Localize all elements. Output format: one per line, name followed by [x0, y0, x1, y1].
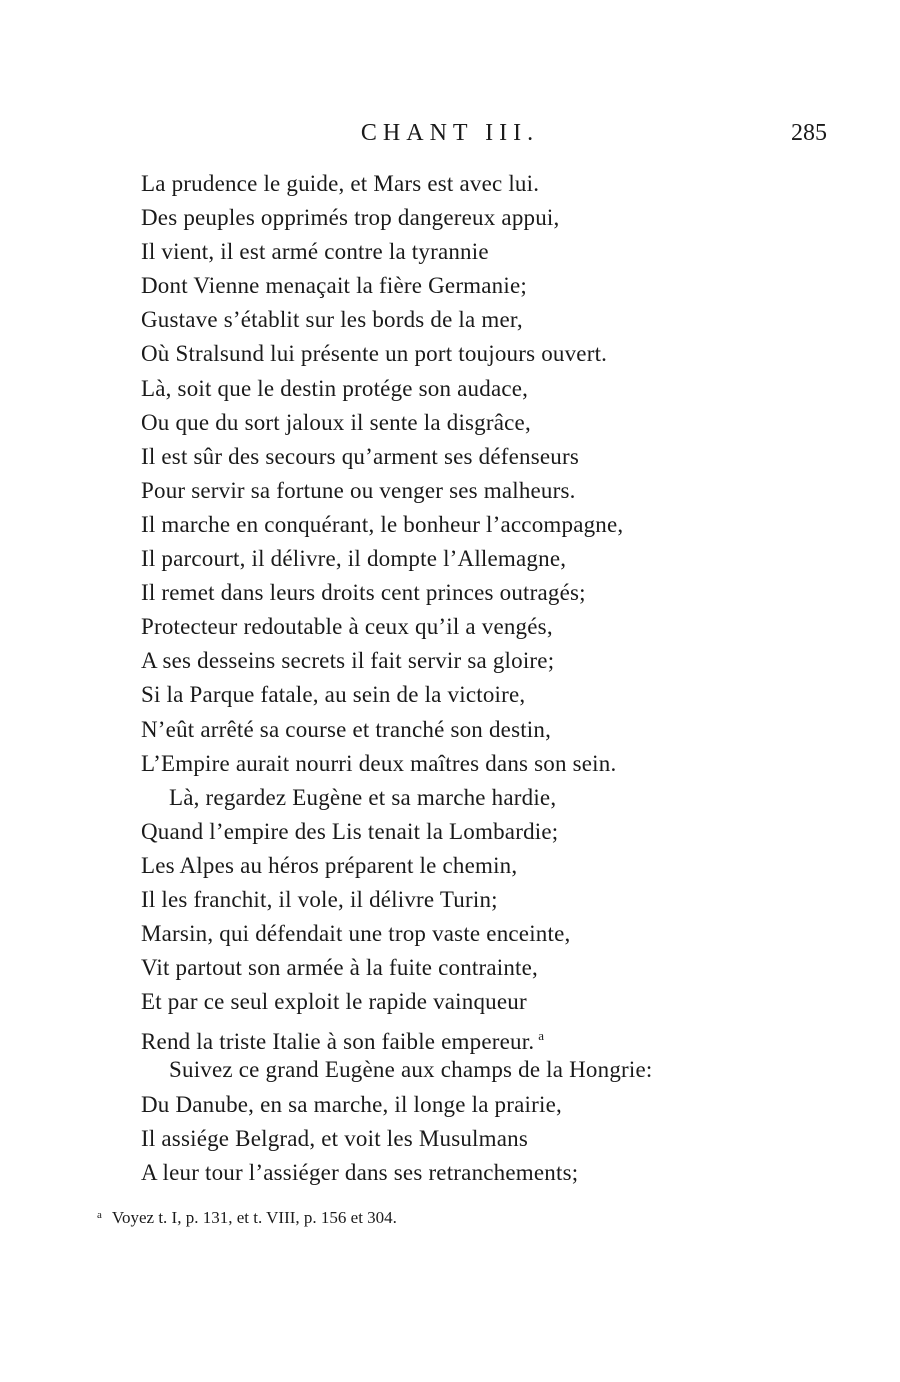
verse-text: Il vient, il est armé contre la tyrannie — [141, 239, 489, 265]
verse-text: Ou que du sort jaloux il sente la disgrâce, — [141, 409, 531, 435]
verse-line — [141, 644, 841, 678]
footnote — [97, 1208, 397, 1228]
verse-text: Il remet dans leurs droits cent princes outragés; — [141, 580, 586, 606]
verse-line — [141, 1088, 841, 1122]
running-title: CHANT III. — [360, 120, 540, 146]
verse-line — [141, 747, 841, 781]
verse-line — [141, 917, 841, 951]
verse-text: Si la Parque fatale, au sein de la victoire, — [141, 682, 526, 708]
verse-text: Marsin, qui défendait une trop vaste enceinte, — [141, 921, 571, 947]
verse-line — [141, 440, 841, 474]
verse-line — [141, 167, 841, 201]
verse-line — [141, 474, 841, 508]
verse-text: Il parcourt, il délivre, il dompte l’Allemagne, — [141, 546, 567, 572]
verse-text: Il marche en conquérant, le bonheur l’accompagne, — [141, 511, 624, 537]
page-number: 285 — [791, 120, 827, 146]
verse-text: Pour servir sa fortune ou venger ses malheurs. — [141, 477, 576, 503]
verse-text: Là, soit que le destin protége son audace, — [141, 375, 529, 401]
verse-line — [141, 303, 841, 337]
note-reference: a — [538, 1028, 545, 1044]
verse-line — [141, 610, 841, 644]
verse-text: Vit partout son armée à la fuite contrainte, — [141, 955, 538, 981]
verse-line — [141, 713, 841, 747]
verse-line — [141, 883, 841, 917]
verse-text: Suivez ce grand Eugène aux champs de la Hongrie: — [169, 1057, 653, 1083]
verse-text: Dont Vienne menaçait la fière Germanie; — [141, 273, 527, 299]
verse-line — [141, 269, 841, 303]
verse-text: La prudence le guide, et Mars est avec lui. — [141, 171, 540, 196]
verse-line — [141, 576, 841, 610]
verse-text: Les Alpes au héros préparent le chemin, — [141, 852, 518, 878]
verse-block — [141, 167, 841, 1190]
verse-text: Il est sûr des secours qu’arment ses défenseurs — [141, 443, 579, 469]
verse-line — [141, 201, 841, 235]
verse-text: Il assiége Belgrad, et voit les Musulmans — [141, 1125, 528, 1151]
verse-line — [141, 508, 841, 542]
verse-line — [141, 1053, 841, 1087]
verse-line — [141, 951, 841, 985]
verse-text: Et par ce seul exploit le rapide vainqueur — [141, 989, 527, 1015]
verse-text: L’Empire aurait nourri deux maîtres dans son sein. — [141, 750, 617, 776]
verse-line — [141, 372, 841, 406]
verse-line — [141, 781, 841, 815]
verse-text: Du Danube, en sa marche, il longe la prairie, — [141, 1091, 562, 1117]
verse-text: Gustave s’établit sur les bords de la mer, — [141, 307, 523, 333]
verse-text: Des peuples opprimés trop dangereux appui, — [141, 205, 560, 231]
verse-line — [141, 1122, 841, 1156]
verse-line — [141, 849, 841, 883]
verse-line — [141, 337, 841, 371]
verse-text: A ses desseins secrets il fait servir sa gloire; — [141, 648, 555, 674]
verse-text: N’eût arrêté sa course et tranché son destin, — [141, 716, 552, 742]
verse-line — [141, 1019, 841, 1053]
verse-line — [141, 542, 841, 576]
verse-text: Quand l’empire des Lis tenait la Lombardie; — [141, 818, 559, 844]
verse-line — [141, 235, 841, 269]
verse-line — [141, 1156, 841, 1190]
verse-text: Il les franchit, il vole, il délivre Turin; — [141, 886, 498, 912]
verse-text: Là, regardez Eugène et sa marche hardie, — [169, 784, 557, 810]
verse-text: Rend la triste Italie à son faible empereur. — [141, 1029, 535, 1055]
footnote-marker: a — [97, 1209, 102, 1221]
verse-line — [141, 985, 841, 1019]
verse-text: Protecteur redoutable à ceux qu’il a vengés, — [141, 614, 553, 640]
verse-line — [141, 406, 841, 440]
running-head — [0, 120, 900, 156]
verse-line — [141, 678, 841, 712]
verse-text: A leur tour l’assiéger dans ses retranchements; — [141, 1159, 579, 1185]
footnote-text: Voyez t. I, p. 131, et t. VIII, p. 156 et 304. — [111, 1208, 397, 1227]
verse-text: Où Stralsund lui présente un port toujours ouvert. — [141, 341, 608, 367]
verse-line — [141, 815, 841, 849]
